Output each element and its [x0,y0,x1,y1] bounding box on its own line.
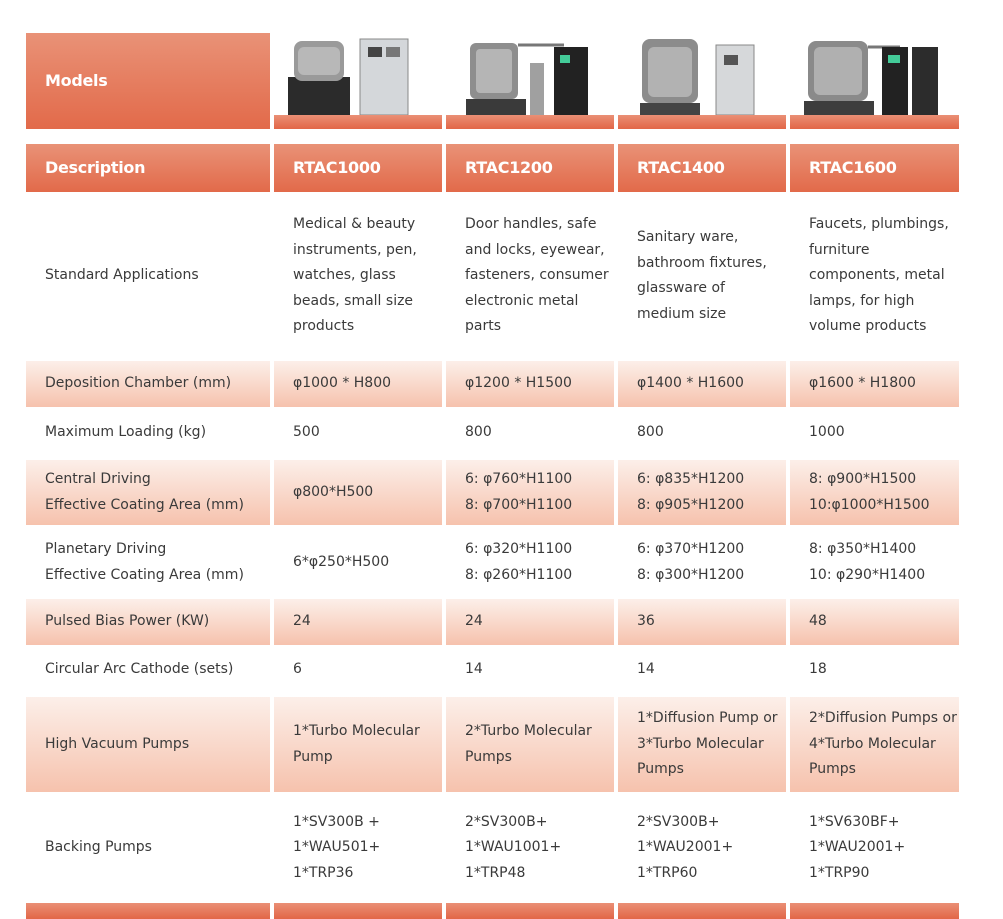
table-cell: 2*Diffusion Pumps or 4*Turbo Molecular Pumps [790,697,959,792]
table-cell: 2*SV300B+ 1*WAU2001+ 1*TRP60 [637,813,734,881]
table-cell: 14 [465,661,483,678]
machine-image-rtac1400 [618,33,786,129]
row-label-planetary-driving: Planetary Driving Effective Coating Area (mm) [45,541,244,583]
models-label: Models [45,71,108,91]
table-cell: φ1000 * H800 [274,361,442,407]
coating-machine-icon [618,33,786,119]
row-label-standard-applications: Standard Applications [45,267,199,284]
table-cell: 500 [293,424,320,441]
image-base-bar [790,115,959,129]
table-cell: 8: φ350*H1400 10: φ290*H1400 [809,541,926,583]
image-base-bar [618,115,786,129]
model-header-rtac1200 [446,144,614,192]
footer-bar [26,903,270,919]
table-cell: 2*Turbo Molecular Pumps [446,697,614,792]
table-cell: 6: φ835*H1200 8: φ905*H1200 [618,460,786,525]
table-cell: Door handles, safe and locks, eyewear, fasteners, consumer electronic metal parts [465,216,609,335]
machine-image-rtac1200 [446,33,614,129]
row-label-pulsed-bias-power: Pulsed Bias Power (KW) [26,599,270,645]
table-cell: Medical & beauty instruments, pen, watches, glass beads, small size products [293,216,417,335]
table-cell: Sanitary ware, bathroom fixtures, glassware of medium size [637,229,767,322]
table-cell: φ800*H500 [274,460,442,525]
table-cell: φ1400 * H1600 [618,361,786,407]
image-base-bar [446,115,614,129]
models-header [26,33,270,129]
row-label-circular-arc-cathode: Circular Arc Cathode (sets) [45,661,234,678]
table-cell: 6: φ370*H1200 8: φ300*H1200 [637,541,745,583]
footer-bar [618,903,786,919]
image-base-bar [274,115,442,129]
table-cell: 14 [637,661,655,678]
row-label-backing-pumps: Backing Pumps [45,839,152,856]
table-cell: 24 [274,599,442,645]
table-cell: φ1200 * H1500 [446,361,614,407]
table-cell: 1000 [809,424,845,441]
footer-bar [274,903,442,919]
row-label-central-driving: Central Driving Effective Coating Area (mm) [26,460,270,525]
table-cell: 1*Diffusion Pump or 3*Turbo Molecular Pumps [618,697,786,792]
model-name: RTAC1000 [293,158,381,178]
row-label-deposition-chamber: Deposition Chamber (mm) [26,361,270,407]
table-cell: 18 [809,661,827,678]
coating-machine-icon [274,33,442,119]
table-cell: 6 [293,661,302,678]
model-name: RTAC1400 [637,158,725,178]
coating-machine-icon [790,33,959,119]
model-header-rtac1000 [274,144,442,192]
table-cell: 6: φ320*H1100 8: φ260*H1100 [465,541,573,583]
model-name: RTAC1200 [465,158,553,178]
table-cell: 800 [465,424,492,441]
table-cell: 1*SV630BF+ 1*WAU2001+ 1*TRP90 [809,813,906,881]
machine-image-rtac1000 [274,33,442,129]
model-header-rtac1400 [618,144,786,192]
table-cell: 800 [637,424,664,441]
model-header-rtac1600 [790,144,959,192]
table-cell: 6*φ250*H500 [293,553,390,570]
table-cell: 1*SV300B + 1*WAU501+ 1*TRP36 [293,813,381,881]
coating-machine-icon [446,33,614,119]
table-cell: 6: φ760*H1100 8: φ700*H1100 [446,460,614,525]
table-cell: 1*Turbo Molecular Pump [274,697,442,792]
footer-bar [790,903,959,919]
table-cell: 2*SV300B+ 1*WAU1001+ 1*TRP48 [465,813,562,881]
machine-image-rtac1600 [790,33,959,129]
table-cell: 36 [618,599,786,645]
description-label: Description [45,158,146,178]
table-cell: 24 [446,599,614,645]
table-cell: 48 [790,599,959,645]
description-header [26,144,270,192]
model-name: RTAC1600 [809,158,897,178]
table-cell: Faucets, plumbings, furniture components, metal lamps, for high volume products [809,216,949,335]
table-cell: 8: φ900*H1500 10:φ1000*H1500 [790,460,959,525]
table-cell: φ1600 * H1800 [790,361,959,407]
row-label-high-vacuum-pumps: High Vacuum Pumps [26,697,270,792]
footer-bar [446,903,614,919]
row-label-maximum-loading: Maximum Loading (kg) [45,424,207,441]
